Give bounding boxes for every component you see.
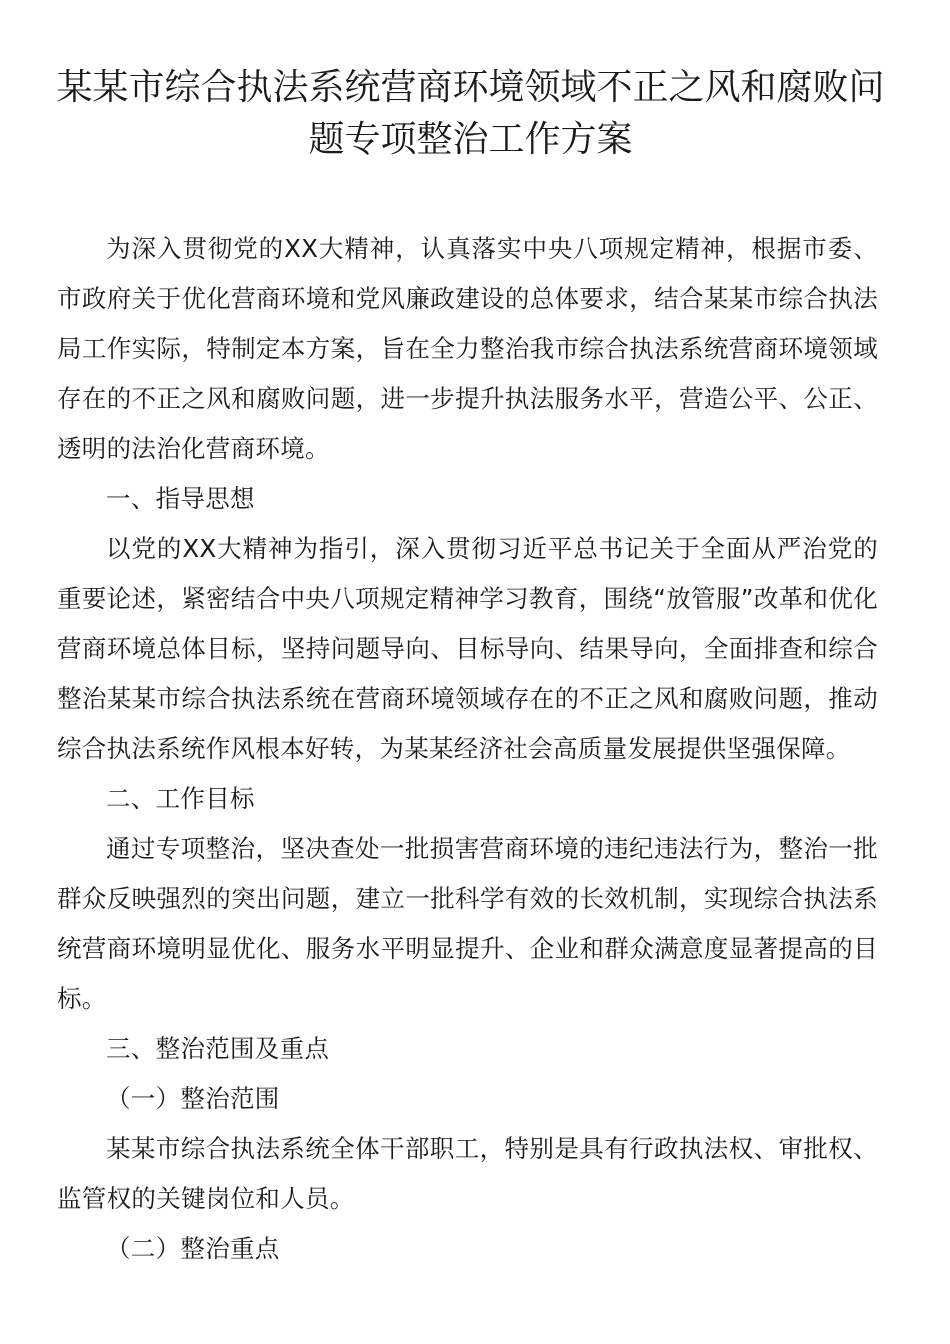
- document-body: [57, 224, 878, 1274]
- section-heading-guiding-ideology: 一、指导思想: [106, 484, 255, 513]
- section-heading-work-goals: 二、工作目标: [106, 784, 255, 813]
- document-title: 某某市综合执法系统营商环境领域不正之风和腐败问题专项整治工作方案: [56, 67, 885, 160]
- intro-paragraph: 为深入贯彻党的XX大精神，认真落实中央八项规定精神，根据市委、市政府关于优化营商环境和党风廉政建设的总体要求，结合某某市综合执法局工作实际，特制定本方案，旨在全力整治我市综合执法系统营商环境领域存在的不正之风和腐败问题，进一步提升执法服务水平，营造公平、公正、透明的法治化营商环境。: [57, 234, 878, 463]
- work-goals-paragraph: 通过专项整治，坚决查处一批损害营商环境的违纪违法行为，整治一批群众反映强烈的突出问题，建立一批科学有效的长效机制，实现综合执法系统营商环境明显优化、服务水平明显提升、企业和群众满意度显著提高的目标。: [57, 834, 878, 1013]
- guiding-ideology-paragraph: 以党的XX大精神为指引，深入贯彻习近平总书记关于全面从严治党的重要论述，紧密结合中央八项规定精神学习教育，围绕“放管服”改革和优化营商环境总体目标，坚持问题导向、目标导向、结果导向，全面排查和综合整治某某市综合执法系统在营商环境领域存在的不正之风和腐败问题，推动综合执法系统作风根本好转，为某某经济社会高质量发展提供坚强保障。: [57, 534, 878, 763]
- section-heading-scope-and-focus: 三、整治范围及重点: [106, 1034, 330, 1063]
- subsection-heading-scope: （一）整治范围: [106, 1084, 280, 1113]
- subsection-heading-focus: （二）整治重点: [106, 1234, 280, 1263]
- scope-paragraph: 某某市综合执法系统全体干部职工，特别是具有行政执法权、审批权、监管权的关键岗位和人员。: [57, 1134, 878, 1213]
